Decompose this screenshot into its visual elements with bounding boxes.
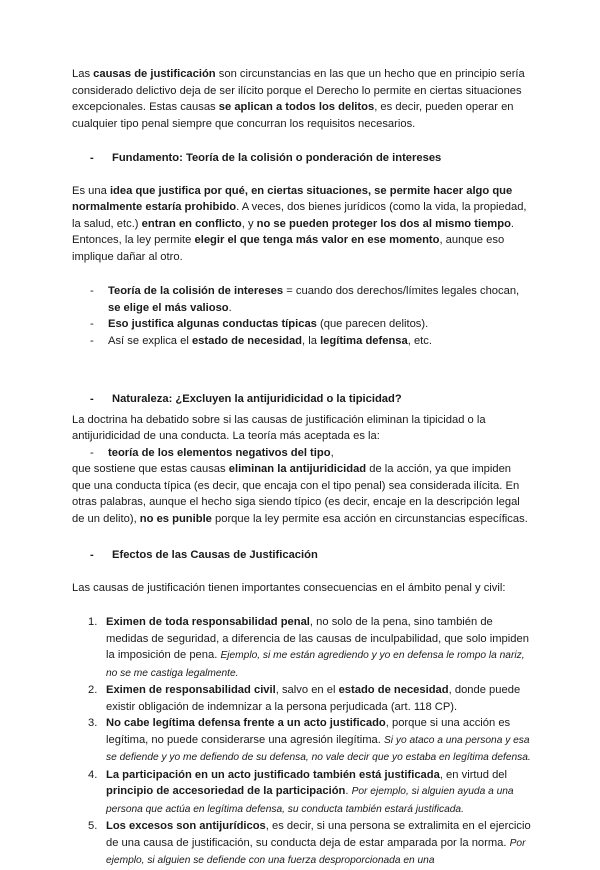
fundamento-bullet-list [72, 283, 532, 349]
dash-bullet-icon: - [90, 152, 94, 164]
section-heading-naturaleza: - Naturaleza: ¿Excluyen la antijuridicidad o la tipicidad? [90, 391, 532, 408]
list-number: 4. [88, 768, 98, 781]
list-item: 4. La participación en un acto justificado también está justificada, en virtud del principio de accesoriedad de la participación. Por ejemplo, si alguien ayuda a una persona que actúa en legítima defensa, su conducta también estará justificada. [72, 767, 532, 819]
fundamento-paragraph: Es una idea que justifica por qué, en ciertas situaciones, se permite hacer algo que normalmente estaría prohibido. A veces, dos bienes jurídicos (como la vida, la propiedad, la salud, etc.) entran en conflicto, y no se pueden proteger los dos al mismo tiempo. Entonces, la ley permite elegir el que tenga más valor en ese momento, aunque eso implique dañar al otro. [72, 184, 527, 263]
naturaleza-paragraph: La doctrina ha debatido sobre si las causas de justificación eliminan la tipicidad o la antijuridicidad de una conducta. La teoría más aceptada es la: [72, 413, 486, 442]
list-number: 5. [88, 820, 98, 832]
list-number: 3. [88, 717, 98, 729]
list-number: 2. [88, 684, 98, 696]
naturaleza-paragraph-2: que sostiene que estas causas eliminan la antijuridicidad de la acción, ya que impiden que una conducta típica (es decir, que encaja con el tipo penal) sea considerada ilícita. En otras palabras, aunque el hecho siga siendo típico (es decir, encaje en la descripción legal de un delito), no es punible porque la ley permite esa acción en circunstancias específicas. [72, 463, 528, 525]
list-number: 1. [88, 616, 98, 628]
list-item: - Así se explica el estado de necesidad, la legítima defensa, etc. [72, 333, 532, 350]
intro-paragraph: Las causas de justificación son circunstancias en las que un hecho que en principio sería considerado delictivo deja de ser ilícito porque el Derecho lo permite en ciertas situaciones excepcionales. Estas causas se aplican a todos los delitos, es decir, pueden operar en cualquier tipo penal siempre que concurran los requisitos necesarios. [72, 68, 525, 130]
list-item: - Eso justifica algunas conductas típicas (que parecen delitos). [72, 316, 532, 333]
document-page [72, 66, 532, 870]
list-item: 3. No cabe legítima defensa frente a un acto justificado, porque si una acción es legítima, no puede considerarse una agresión ilegítima. Si yo ataco a una persona y esa se defiende y yo me defiendo de su defensa, no vale decir que yo estaba en legítima defensa. [72, 715, 532, 767]
dash-bullet-icon: - [90, 334, 94, 347]
efectos-intro: Las causas de justificación tienen importantes consecuencias en el ámbito penal y civil: [72, 581, 506, 594]
list-item: - Teoría de la colisión de intereses = cuando dos derechos/límites legales chocan, se elige el más valioso. [72, 283, 532, 316]
section-heading-efectos: - Efectos de las Causas de Justificación [90, 547, 532, 564]
list-item: - teoría de los elementos negativos del tipo, [72, 445, 532, 462]
dash-bullet-icon: - [90, 549, 94, 561]
dash-bullet-icon: - [90, 285, 94, 297]
section-heading-fundamento: - Fundamento: Teoría de la colisión o ponderación de intereses [90, 150, 532, 167]
list-item: 5. Los excesos son antijurídicos, es decir, si una persona se extralimita en el ejercicio de una causa de justificación, su conducta deja de estar amparada por la norma. Por ejemplo, si alguien se defiende con una fuerza desproporcionada en una [72, 818, 532, 870]
dash-bullet-icon: - [90, 446, 94, 459]
efectos-numbered-list [72, 614, 532, 870]
dash-bullet-icon: - [90, 393, 94, 405]
dash-bullet-icon: - [90, 318, 94, 330]
list-item: 1. Eximen de toda responsabilidad penal, no solo de la pena, sino también de medidas de seguridad, a diferencia de las causas de inculpabilidad, que solo impiden la imposición de pena. Ejemplo, si me están agrediendo y yo en defensa le rompo la nariz, no se me castiga legalmente. [72, 614, 532, 682]
list-item: 2. Eximen de responsabilidad civil, salvo en el estado de necesidad, donde puede existir obligación de indemnizar a la persona perjudicada (art. 118 CP). [72, 682, 532, 715]
